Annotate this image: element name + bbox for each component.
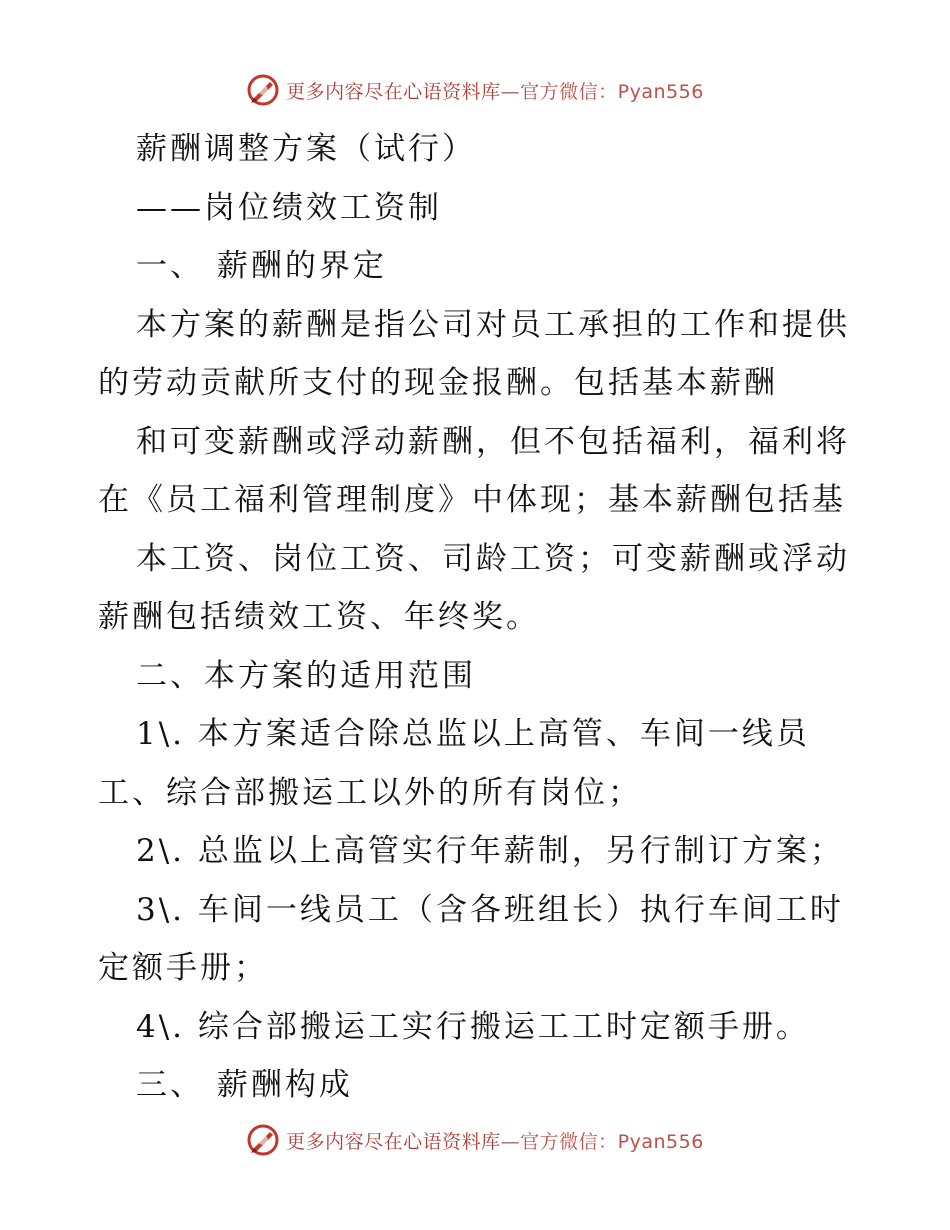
pen-logo-icon xyxy=(246,73,280,107)
section-heading-1: 一、 薪酬的界定 xyxy=(136,248,387,284)
paragraph-line: 薪酬包括绩效工资、年终奖。 xyxy=(98,599,540,635)
list-item-continuation: 定额手册； xyxy=(98,950,268,986)
banner-contact: 官方微信：Pyan556 xyxy=(520,1130,704,1153)
banner-contact: 官方微信：Pyan556 xyxy=(520,80,704,103)
list-item-continuation: 工、综合部搬运工以外的所有岗位； xyxy=(98,774,642,811)
paragraph-line: 本工资、岗位工资、司龄工资；可变薪酬或浮动 xyxy=(136,540,850,577)
footer-watermark-banner xyxy=(0,1120,950,1160)
list-item: 1\. 本方案适合除总监以上高管、车间一线员 xyxy=(136,716,810,752)
list-item: 4\. 综合部搬运工实行搬运工工时定额手册。 xyxy=(136,1008,810,1045)
doc-title: 薪酬调整方案（试行） xyxy=(136,131,476,167)
doc-subtitle: ——岗位绩效工资制 xyxy=(136,189,442,226)
banner-dash: — xyxy=(500,80,521,103)
paragraph-line: 和可变薪酬或浮动薪酬，但不包括福利，福利将 xyxy=(136,423,850,460)
header-watermark-banner xyxy=(0,70,950,110)
paragraph-line: 本方案的薪酬是指公司对员工承担的工作和提供 xyxy=(136,306,850,343)
pen-logo-icon xyxy=(246,1123,280,1157)
banner-dash: — xyxy=(500,1130,521,1153)
banner-text: 更多内容尽在心语资料库 xyxy=(286,1130,501,1153)
list-item: 3\. 车间一线员工（含各班组长）执行车间工时 xyxy=(136,891,844,928)
section-heading-2: 二、本方案的适用范围 xyxy=(136,657,476,694)
paragraph-line: 在《员工福利管理制度》中体现；基本薪酬包括基 xyxy=(98,482,846,518)
section-heading-3: 三、 薪酬构成 xyxy=(136,1067,353,1103)
paragraph-line: 的劳动贡献所支付的现金报酬。包括基本薪酬 xyxy=(98,365,778,401)
banner-text: 更多内容尽在心语资料库 xyxy=(286,80,501,103)
document-body xyxy=(98,120,858,1115)
list-item: 2\. 总监以上高管实行年薪制，另行制订方案； xyxy=(136,833,844,869)
